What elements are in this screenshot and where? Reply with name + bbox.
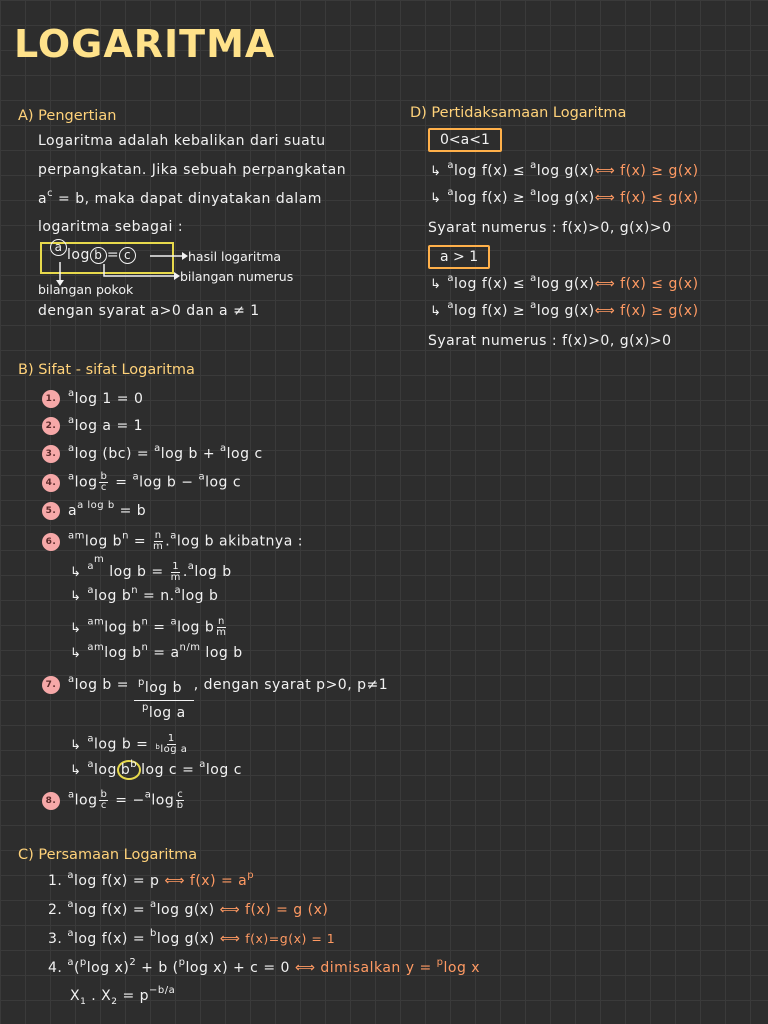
rule-3-b: log b + bbox=[160, 446, 221, 462]
highlight-b: $b^b$ bbox=[117, 760, 141, 780]
definition-line-1: Logaritma adalah kebalikan dari suatu bbox=[38, 133, 326, 149]
rule-6-sub-3: ↳ $^{am}$log $b^n = ^a\log$ b $\frac{n}{m}$ bbox=[70, 616, 227, 638]
equals: = bbox=[106, 247, 120, 263]
t2-a: log bbox=[94, 762, 117, 778]
arrow-double: ⟺ bbox=[594, 190, 616, 206]
fraction-1-blog: $\frac{1}{^b\log a}$ bbox=[155, 733, 188, 755]
base: a bbox=[68, 415, 75, 426]
base: a bbox=[87, 733, 95, 745]
section-d-heading: D) Pertidaksamaan Logaritma bbox=[410, 105, 627, 121]
rule-6-c: log b akibatnya : bbox=[176, 533, 303, 550]
rule-4-c: log b − bbox=[139, 474, 199, 491]
inequality-3: ↳ $^a$log f(x) ≤ $^a$log g(x)⟺ f(x) ≤ g(x) bbox=[430, 273, 699, 292]
rule-7-numerator: $^p$log b bbox=[134, 676, 194, 701]
badge-6: 6. bbox=[42, 533, 60, 551]
circle-b: b bbox=[90, 247, 107, 264]
rule-8-eq: = − bbox=[110, 792, 145, 809]
label-pokok: bilangan pokok bbox=[38, 282, 134, 297]
inequality-4: ↳ $^a$log f(x) ≥ $^a$log g(x)⟺ f(x) ≥ g(x) bbox=[430, 300, 699, 319]
rule-7-a: log b = bbox=[74, 677, 134, 693]
log-text: log bbox=[67, 247, 90, 263]
rule-8-a: log bbox=[74, 792, 98, 809]
circle-a: a bbox=[50, 239, 67, 256]
badge-4: 4. bbox=[42, 474, 60, 492]
e4-result: dimisalkan y = bbox=[320, 960, 437, 976]
i4-b: log g(x) bbox=[536, 303, 595, 319]
e2-b: log g(x) bbox=[156, 902, 215, 918]
badge-3: 3. bbox=[42, 445, 60, 463]
rule-8-c: log bbox=[151, 792, 175, 809]
base: a bbox=[530, 273, 537, 284]
syarat-numerus-2: Syarat numerus : f(x)>0, g(x)>0 bbox=[428, 333, 672, 349]
label-numerus: bilangan numerus bbox=[180, 269, 294, 284]
section-b-heading: B) Sifat - sifat Logaritma bbox=[18, 362, 195, 378]
rule-8 bbox=[42, 790, 186, 811]
base: a bbox=[447, 160, 455, 171]
rule-4-d: log c bbox=[205, 474, 242, 491]
badge-8: 8. bbox=[42, 792, 60, 810]
sub-1: 1 bbox=[80, 996, 87, 1007]
base: a bbox=[67, 928, 74, 939]
t2-d: log c bbox=[205, 762, 242, 778]
equation-2: 2. $^a$log f(x) = $^a$log g(x) ⟺ f(x) = g (x) bbox=[48, 899, 329, 918]
base: a bbox=[447, 187, 455, 198]
rule-6-a: log b bbox=[84, 533, 123, 550]
e4-c: log x) + c = 0 bbox=[185, 960, 290, 976]
e4-result-b: log x bbox=[443, 960, 481, 976]
t1-a: log b = bbox=[94, 736, 154, 753]
badge-1: 1. bbox=[42, 390, 60, 408]
rule-1 bbox=[42, 390, 143, 408]
definition-line-2: perpangkatan. Jika sebuah perpangkatan bbox=[38, 162, 347, 178]
i2: log f(x) ≥ bbox=[454, 190, 531, 206]
exp: n bbox=[141, 642, 149, 653]
sub-4-c: log b bbox=[200, 645, 243, 661]
base: a bbox=[530, 300, 537, 311]
rule-7-syarat: , dengan syarat p>0, p≠1 bbox=[193, 677, 389, 693]
exp: 2 bbox=[129, 957, 137, 968]
base: a bbox=[87, 585, 95, 596]
e5-x1: X bbox=[70, 988, 81, 1004]
base: a bbox=[68, 674, 75, 685]
base: b bbox=[150, 928, 157, 939]
base: a bbox=[187, 561, 195, 572]
sub-2: 2 bbox=[111, 996, 118, 1007]
i2-b: log g(x) bbox=[536, 190, 595, 206]
base: a bbox=[447, 300, 455, 311]
rule-5-text: = b bbox=[119, 503, 147, 519]
base: a bbox=[530, 187, 537, 198]
rule-7-denominator: $^p$log a bbox=[141, 702, 186, 721]
fraction-1-m: $\frac{1}{m}$ bbox=[170, 560, 181, 583]
arrow-double: ⟺ bbox=[219, 902, 241, 918]
e3: log f(x) = bbox=[73, 931, 151, 947]
label-hasil: hasil logaritma bbox=[188, 249, 282, 264]
definition-line-4: logaritma sebagai : bbox=[38, 219, 184, 235]
rule-1-text: log 1 = 0 bbox=[74, 391, 144, 407]
e5-p: = p bbox=[117, 988, 150, 1004]
badge-7: 7. bbox=[42, 676, 60, 694]
base: a bbox=[68, 471, 75, 483]
rule-7 bbox=[42, 676, 388, 725]
base: a bbox=[87, 759, 95, 770]
exp: n bbox=[141, 616, 149, 628]
base: a bbox=[144, 789, 152, 801]
rule-6-eq: = bbox=[128, 533, 152, 550]
i1-b: log g(x) bbox=[536, 163, 595, 179]
badge-2: 2. bbox=[42, 417, 60, 435]
base: a bbox=[67, 870, 74, 881]
e1: log f(x) = p bbox=[73, 873, 160, 889]
rule-4 bbox=[42, 472, 241, 493]
rule-4-a: log bbox=[74, 474, 98, 491]
equation-5 bbox=[70, 985, 176, 1007]
sub-4-b: = a bbox=[148, 645, 180, 661]
rule-2-text: log a = 1 bbox=[74, 418, 144, 434]
sub-2-b: = n. bbox=[138, 588, 175, 604]
base: a bbox=[132, 471, 140, 483]
e1-result: f(x) = a bbox=[189, 873, 248, 889]
exp: n bbox=[122, 530, 129, 542]
equation-1: 1. $^a$log f(x) = p ⟺ $f(x) = a^p$ bbox=[48, 870, 255, 889]
arrow-double: ⟺ bbox=[594, 276, 616, 292]
rule-3 bbox=[42, 445, 263, 463]
base: a bbox=[150, 899, 157, 910]
i4: log f(x) ≥ bbox=[454, 303, 531, 319]
e3-result: f(x)=g(x) = 1 bbox=[245, 931, 336, 946]
i3: log f(x) ≤ bbox=[454, 276, 531, 292]
rule-3-a: log (bc) = bbox=[74, 446, 155, 462]
inequality-2: ↳ $^a$log f(x) ≥ $^a$log g(x)⟺ f(x) ≤ g(x) bbox=[430, 187, 699, 206]
fraction-b-c: $\frac{b}{c}$ bbox=[100, 789, 108, 811]
base: a bbox=[530, 160, 537, 171]
definition-line-3-text: = b, maka dapat dinyatakan dalam bbox=[53, 191, 322, 207]
sub-3-c: log b bbox=[177, 619, 215, 636]
rule-6-sub-1: ↳ $^{a^m}$ log b = $\frac{1}{m}$ .$^a$log b bbox=[70, 554, 232, 583]
badge-5: 5. bbox=[42, 502, 60, 520]
section-c-heading: C) Persamaan Logaritma bbox=[18, 847, 198, 863]
base: a bbox=[447, 273, 455, 284]
e4-a: log x) bbox=[86, 960, 130, 976]
i3-result: f(x) ≤ g(x) bbox=[620, 276, 699, 292]
exponent-c: c bbox=[47, 188, 54, 199]
arrow-double: ⟺ bbox=[294, 960, 316, 976]
base: a bbox=[170, 530, 177, 542]
rule-4-eq: = bbox=[110, 474, 133, 491]
arrow-double: ⟺ bbox=[219, 931, 241, 947]
condition-box-2: a > 1 bbox=[428, 245, 490, 269]
definition-syarat: dengan syarat a>0 dan a ≠ 1 bbox=[38, 303, 260, 319]
t2-c: log c = bbox=[141, 762, 200, 778]
arrow-double: ⟺ bbox=[594, 303, 616, 319]
fraction-c-b: $\frac{c}{b}$ bbox=[176, 789, 184, 811]
rule-7-sub-2: ↳ $^a$log $b^b$ log c = $^a$log c bbox=[70, 759, 242, 778]
i3-b: log g(x) bbox=[536, 276, 595, 292]
rule-3-c: log c bbox=[226, 446, 263, 462]
base: am bbox=[87, 642, 105, 653]
rule-5: 5. $a^{a log b} = b$ bbox=[42, 502, 146, 520]
t2-b: b bbox=[120, 762, 131, 778]
rule-6-sub-4: ↳ $^{am}$log $b^n = a^{n/m}$ log b bbox=[70, 642, 243, 661]
e2-result: f(x) = g (x) bbox=[245, 902, 329, 918]
rule-6: 6. $^{am}$log $b^n$ = $\frac{n}{m}$ .$^a$log b akibatnya : bbox=[42, 531, 303, 552]
fraction-n-m: $\frac{n}{m}$ bbox=[153, 530, 164, 552]
base: a bbox=[68, 789, 75, 801]
section-a-heading: A) Pengertian bbox=[18, 108, 117, 124]
base: a bbox=[68, 443, 75, 454]
i1-result: f(x) ≥ g(x) bbox=[620, 163, 699, 179]
rule-2 bbox=[42, 417, 143, 435]
e4-b: + b ( bbox=[136, 960, 179, 976]
base: a bbox=[67, 899, 74, 910]
equation-4: 4. $^a$($^p$log x)$^2$ + b ($^p$log x) + c = 0 ⟺ dimisalkan y = $^p$log x bbox=[48, 957, 481, 976]
arrow-double: ⟺ bbox=[594, 163, 616, 179]
rule-5-exponent: a log b bbox=[77, 500, 115, 511]
i1: log f(x) ≤ bbox=[454, 163, 531, 179]
rule-7-n: log b bbox=[144, 680, 182, 696]
exp-p: p bbox=[247, 870, 255, 881]
fraction-b-c: $\frac{b}{c}$ bbox=[100, 471, 108, 493]
rule-7-d: log a bbox=[148, 705, 186, 721]
i2-result: f(x) ≤ g(x) bbox=[620, 190, 699, 206]
inequality-1: ↳ $^a$log f(x) ≤ $^a$log g(x)⟺ f(x) ≥ g(x) bbox=[430, 160, 699, 179]
base: p bbox=[178, 957, 186, 968]
base: am bbox=[87, 554, 105, 572]
base: p bbox=[436, 957, 444, 968]
rule-7-fraction bbox=[134, 676, 194, 725]
base: a bbox=[174, 585, 182, 596]
i4-result: f(x) ≥ g(x) bbox=[620, 303, 699, 319]
e3-b: log g(x) bbox=[156, 931, 215, 947]
rule-7-sub-1: ↳ $^a$log b = $\frac{1}{^b\log a}$ bbox=[70, 733, 188, 755]
exp-frac: −b/a bbox=[149, 985, 176, 996]
circle-c: c bbox=[119, 247, 136, 264]
sub-2-a: log b bbox=[94, 588, 132, 604]
sub-4-a: log b bbox=[104, 645, 142, 661]
sub-2-c: log b bbox=[181, 588, 219, 604]
sub-1-a: log b = bbox=[109, 564, 169, 580]
e5-x2: . X bbox=[86, 988, 112, 1004]
base: am bbox=[68, 530, 85, 542]
sub-3-b: = bbox=[148, 619, 171, 636]
arrow-double: ⟺ bbox=[164, 873, 185, 889]
base: a bbox=[199, 759, 206, 770]
sub-1-b: log b bbox=[194, 564, 232, 580]
t1-n: 1 bbox=[167, 733, 175, 744]
t1-d: log a bbox=[160, 744, 188, 755]
base: am bbox=[87, 616, 105, 628]
base: a bbox=[68, 388, 75, 399]
base: p bbox=[79, 957, 87, 968]
base: a bbox=[198, 471, 206, 483]
page-title: LOGARITMA bbox=[14, 22, 276, 66]
fraction-n-m: $\frac{n}{m}$ bbox=[216, 616, 227, 638]
equation-3: 3. $^a$log f(x) = $^b$log g(x) ⟺ f(x)=g(x) = 1 bbox=[48, 928, 336, 947]
e2: log f(x) = bbox=[73, 902, 151, 918]
condition-box-1: 0<a<1 bbox=[428, 128, 502, 152]
syarat-numerus-1: Syarat numerus : f(x)>0, g(x)>0 bbox=[428, 220, 672, 236]
base: a bbox=[170, 616, 178, 628]
base: a bbox=[220, 443, 227, 454]
sub-3-a: log b bbox=[104, 619, 142, 636]
base-a: a bbox=[38, 191, 48, 207]
base: a bbox=[154, 443, 161, 454]
rule-6-sub-2: ↳ $^a$log $b^n = n.^a\log$ b bbox=[70, 585, 219, 604]
exp: n bbox=[131, 585, 139, 596]
exp-frac: n/m bbox=[179, 642, 201, 653]
base: a bbox=[67, 957, 74, 968]
